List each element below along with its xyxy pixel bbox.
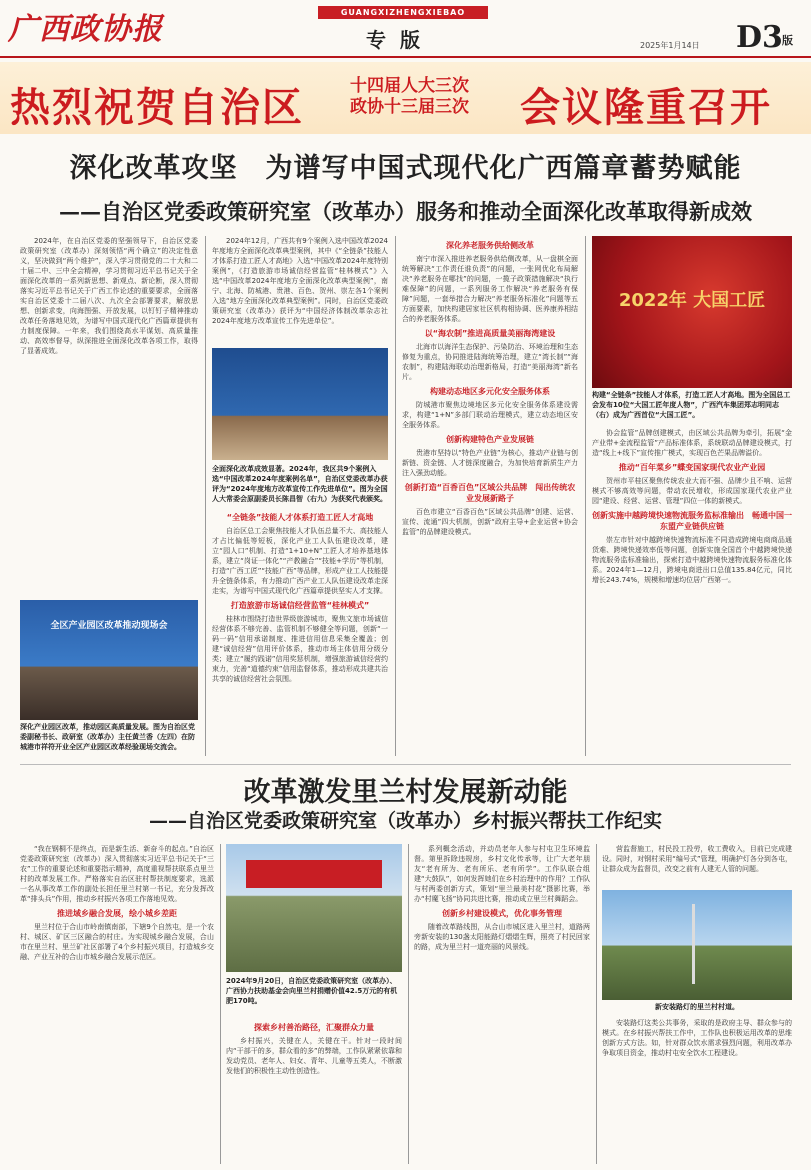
story2-col4-text: 营监督施工，村民投工投劳，收工费收入，目前已完成建设。同时，对钢村采用“编号式”管理，明确护灯各分到各屯，让群众成为监督员，改变之前有人建无人管的问题。 bbox=[602, 845, 792, 873]
story1-col2-text: 2024年12月，广西共有9个案例入选中国改革2024年度地方全面深化改革典型案例，其中《“全链条”技能人才体系打造工匠人才高地》入选“中国改革2024年度特别案例”，《打造旅游市场诚信经营监管“桂林模式”》入选“中国改革2024年度地方全面深化改革典型案例”，南宁、北海、防城港、贵港、百色、贺州、崇左各1个案例入选“地方全面深化改革典型案例”。同时，自治区党委政策研究室（改革办）获评为“中国经济体制改革杂志社2024年度地方改革宣传工作先进单位”。 bbox=[212, 237, 388, 325]
banner-mid-line1: 十四届人大三次 bbox=[350, 76, 469, 96]
section-heading-village-governance: 探索乡村善治路径，汇聚群众力量 bbox=[254, 1023, 374, 1032]
story1-photo2-caption: 全面深化改革成效显著。2024年，我区共9个案例入选“中国改革2024年度案例名单”，自治区党委改革办获评为“2024年度地方改革宣传工作先进单位”。图为全国人大常委会原副委员长陈昌智（右九）为获奖代表颁奖。 bbox=[212, 465, 388, 503]
section-heading-vegetable-town: 推动“百年菜乡”蝶变国家现代农业产业园 bbox=[618, 463, 766, 472]
column-divider bbox=[585, 236, 586, 756]
story2-photo2 bbox=[602, 890, 792, 1000]
section-text-bay-construction: 北海市以海洋生态保护、污染防治、环境治理和生态修复为重点，协同推进陆海统筹治理，建立“湾长制”“海农制”，构建陆海联动治理新格局，打造“美丽海湾”新名片。 bbox=[402, 343, 578, 381]
story1-col3 bbox=[402, 236, 578, 756]
story1-col1 bbox=[20, 236, 198, 596]
column-divider bbox=[205, 236, 206, 756]
story2-photo1 bbox=[226, 844, 402, 972]
section-text-vegetable-town: 贺州市平桂区聚焦传统农业大而不强、品牌少且不响、运营模式不够高效等问题，带动农民增收，形成国家现代农业产业园“建设、经营、运营、管理”四位一体的新模式。 bbox=[592, 477, 792, 505]
story1-col1-text: 2024年，在自治区党委的坚强领导下，自治区党委政策研究室（改革办）深刻领悟“两个确立”的决定性意义，坚决做到“两个维护”，深入学习贯彻党的二十大和二十届二中、三中全会精神，学习贯彻习近平总书记关于全面深化改革的一系列新思想、新观点、新论断，深入贯彻落实习近平总书记关于广西工作论述的重要要求，全面落实自治区党委十二届八次、九次全会部署要求，解放思想、创新求变，向海图强、开放发展，以钉钉子精神推动改革任务落地见效，为谱写中国式现代化广西篇章提供有力制度保障。一年来，我们围绕高水平谋划、高质量推动、高效率督导，纵深推进全面深化改革各项工作，取得了显著成效。 bbox=[20, 237, 198, 355]
story2-col1 bbox=[20, 844, 214, 1164]
section-text-elderly-care: 南宁市深入推进养老服务供给侧改革，从一盘棋全面统筹解决“工作责任谁负责”的问题，一张网优化布局解决“养老服务在哪找”的问题，一揽子政策措施解决“执行难保障”的问题，一系列服务工作解决“养老服务有保障”问题，一套举措合力解决“养老服务标准化”问题等五方面要素，加快构建居家社区机构相协调、医养康养相结合的养老服务体系。 bbox=[402, 255, 578, 323]
section-heading-baise-brand: 创新打造“百香百色”区域公共品牌 闯出传统农业发展新路子 bbox=[404, 483, 576, 503]
story1-col4 bbox=[592, 428, 792, 758]
section-name: 专版 bbox=[366, 28, 434, 52]
column-divider bbox=[220, 844, 221, 1164]
photo1-stage-text: 全区产业园区改革推动现场会 bbox=[50, 621, 168, 631]
story1-subhead: ——自治区党委政策研究室（改革办）服务和推动全面深化改革取得新成效 bbox=[59, 199, 752, 224]
banner-middle-text bbox=[350, 76, 469, 118]
story1-photo3-caption: 构建“全链条”技能人才体系，打造工匠人才高地。图为全国总工会发布10位“大国工匠年度人物”，广西汽车集团郑志明同志（右）成为广西首位“大国工匠”。 bbox=[592, 391, 791, 419]
section-heading-industry-chain: 创新构建特色产业发展链 bbox=[446, 435, 534, 444]
masthead-pinyin: GUANGXIZHENGXIEBAO bbox=[318, 6, 488, 19]
page-number: D3 bbox=[736, 20, 783, 55]
story2-col4-top bbox=[602, 844, 792, 888]
banner-mid-line2: 政协十三届三次 bbox=[350, 97, 469, 117]
story2-photo2-caption: 新安装路灯的里兰村村道。 bbox=[655, 1003, 739, 1011]
story2-col3 bbox=[414, 844, 590, 1164]
story1-col2-top bbox=[212, 236, 388, 344]
section-heading-guilin-model: 打造旅游市场诚信经营监管“桂林模式” bbox=[230, 601, 370, 610]
story-separator bbox=[20, 764, 791, 765]
column-divider bbox=[408, 844, 409, 1164]
story1-photo3 bbox=[592, 236, 792, 388]
section-text-security-service: 防城港市聚焦边境地区多元化安全服务体系建设需求，构建“1+N”多部门联动治理模式，建立动态地区安全服务体系。 bbox=[402, 401, 578, 429]
photo3-banner-text: 2022年 大国工匠 bbox=[618, 290, 766, 311]
story1-col2-bottom bbox=[212, 508, 388, 758]
story2-col4-bottom bbox=[602, 1018, 792, 1164]
street-lamp-pole bbox=[692, 904, 695, 984]
story2-col2 bbox=[226, 1018, 402, 1164]
page-header bbox=[0, 0, 811, 58]
banner-left-text: 热烈祝贺自治区 bbox=[10, 85, 304, 131]
story2-col3-text: 系列概念活动，并动员老年人参与村屯卫生环境监督。第里拆除违规房，乡村文化传承等，让广大老年朋友“老有所为、老有所乐、老有所学”。工作队联合组建“大鼓队”，如何发挥她们在乡村治理中的作用？工作队与村两委创新方式，策划“里兰最美村花”摄影比赛，举办“村魔飞扬”协同共进比赛，推动成立里兰村舞蹈会。 bbox=[414, 845, 590, 903]
section-text-village-construction: 随着改革路线图，从合山市城区进入里兰村，道路两旁新安装的130盏太阳能路灯熠熠生辉，照亮了村民回家的路，成为里兰村一道亮丽的风景线。 bbox=[414, 923, 590, 951]
issue-date: 2025年1月14日 bbox=[640, 41, 700, 50]
section-text-village-governance: 乡村振兴，关键在人，关键在干。针对一段时间内“干部干的多，群众看的多”的弊端，工作队紧紧依靠和发动党员、老年人、妇女、青年、儿童等五类人，不断激发他们的积极性主动性创造性。 bbox=[226, 1037, 402, 1075]
section-heading-village-construction: 创新乡村建设模式，优化事务管理 bbox=[442, 909, 562, 918]
section-text-guilin-model: 桂林市围绕打造世界级旅游城市，聚焦文旅市场诚信经营体系不够完善、监管机制不够健全等问题，创新“一码一码”信用承诺制度、推进信用信息采集全覆盖；创建“诚信经营”信用评价体系，推动市场主体信用分级分类；建立“履约践诺”信用奖惩机制，增强旅游诚信经营约束力，完善“道德约束”信用监督体系，推动形成共建共治共享的诚信经营社会氛围。 bbox=[212, 615, 388, 683]
banner-right-text: 会议隆重召开 bbox=[520, 85, 772, 131]
story2-subhead: ——自治区党委政策研究室（改革办）乡村振兴帮扶工作纪实 bbox=[148, 810, 662, 832]
story1-col4-text: 协会监管”品牌创建模式，由区域公共品牌为牵引，拓展“金产业带+金流程监管”产品标准体系，系统联动品牌建设模式，打造“线上+线下”宣传推广模式，实现百色芒果品牌溢价。 bbox=[592, 429, 792, 457]
photo-donation-banner bbox=[246, 860, 382, 888]
story1-photo1 bbox=[20, 600, 198, 720]
story2-photo1-caption: 2024年9月20日，自治区党委政策研究室（改革办）、广西协力扶助基金会向里兰村捐赠价值42.5万元的有机肥170吨。 bbox=[226, 977, 398, 1005]
newspaper-masthead: 广西政协报 bbox=[8, 12, 163, 47]
column-divider bbox=[596, 844, 597, 1164]
story2-col4-text2: 安装路灯这类公共事务，采取的是政府主导、群众参与的模式。在乡村振兴帮扶工作中，工作队也积极运用改革的思维创新方式方法。如，针对群众饮水需求强烈问题，利用改革办争取项目资金，推动村屯安全饮水工程建设。 bbox=[602, 1019, 792, 1057]
section-heading-urban-rural: 推进域乡融合发展，绘小城乡差距 bbox=[57, 909, 177, 918]
celebration-banner bbox=[0, 62, 811, 134]
story2-col1-text: “我在钢桐不是终点，而是新生活、新奋斗的起点。”自治区党委政策研究室（改革办）深入贯彻落实习近平总书记关于“三农”工作的重要论述和重要指示精神，高度重视帮扶联系点里兰村的改革发展工作。严格落实自治区驻村帮扶制度要求，选派一名从事改革工作的副处长担任里兰村第一书记，充分发挥改革“排头兵”作用，推动乡村振兴各项工作落地见效。 bbox=[20, 845, 214, 903]
section-text-baise-brand: 百色市建立“百香百色”区域公共品牌“创建、运营、宣传、流通”四大机制，创新“政府主导+企业运营+协会监管”的品牌建设模式。 bbox=[402, 508, 578, 536]
story1-headline: 深化改革攻坚 为谱写中国式现代化广西篇章蓄势赋能 bbox=[69, 153, 742, 184]
section-heading-security-service: 构建动态地区多元化安全服务体系 bbox=[430, 387, 550, 396]
section-text-logistics-standard: 崇左市针对中越跨境快速物流标准不同造成跨境电商商品通货难、跨境快递效率低等问题，创新实施全国首个中越跨境快递物流服务监标准输出，探索打造中越跨境快速物流服务标准化体系。2024年1—12月，跨境电商进出口总值135.84亿元，同比增长243.74%，规模和增速均位居广西第一。 bbox=[592, 536, 792, 584]
section-text-urban-rural: 里兰村位于合山市岭南镇南部，下辖9个自然屯，是一个农村、城区、矿区三区融合的村庄。为实现城乡融合发展，合山市在里兰村、里兰矿社区部署了4个乡村振兴项目，打造城乡交融、产业互补的合山市城乡融合发展示范区。 bbox=[20, 923, 214, 961]
section-text-industry-chain: 贵港市坚持以“特色产业链”为核心，推动产业链与创新链、资金链、人才链深度融合，为加快培育新质生产力注入强劲动能。 bbox=[402, 449, 578, 477]
section-text-skill-talent: 自治区总工会聚焦技能人才队伍总量不大、高技能人才占比偏低等短板，深化产业工人队伍建设改革，建立“园人口”机制、打造“1+10+N”工匠人才培养基地体系，建立“岗证一体化”“产教融合”“技能+学历”等机制，打造“广西工匠”“技能广西”等品牌，形成产业工人技能提升全链条体系，有力推动广西产业工人队伍建设改革走深走实，为谱写中国式现代化广西篇章提供坚实人才支撑。 bbox=[212, 527, 388, 595]
story1-photo1-caption: 深化产业园区改革，推动园区高质量发展。图为自治区党委副秘书长、政研室（改革办）主任黄兰香（左四）在防城港市祥符开业全区产业园区改革经验现场交流会。 bbox=[20, 723, 195, 751]
page-number-suffix: 版 bbox=[782, 34, 793, 47]
story1-photo2 bbox=[212, 348, 388, 460]
column-divider bbox=[395, 236, 396, 756]
section-heading-skill-talent: “全链条”技能人才体系打造工匠人才高地 bbox=[226, 513, 374, 522]
section-heading-bay-construction: 以“海农制”推进高质量美丽海湾建设 bbox=[424, 329, 556, 338]
story2-headline: 改革激发里兰村发展新动能 bbox=[243, 777, 568, 808]
section-heading-elderly-care: 深化养老服务供给侧改革 bbox=[446, 241, 534, 250]
section-heading-logistics-standard: 创新实施中越跨境快速物流服务监标准输出 畅通中国一东盟产业链供应链 bbox=[592, 511, 792, 531]
